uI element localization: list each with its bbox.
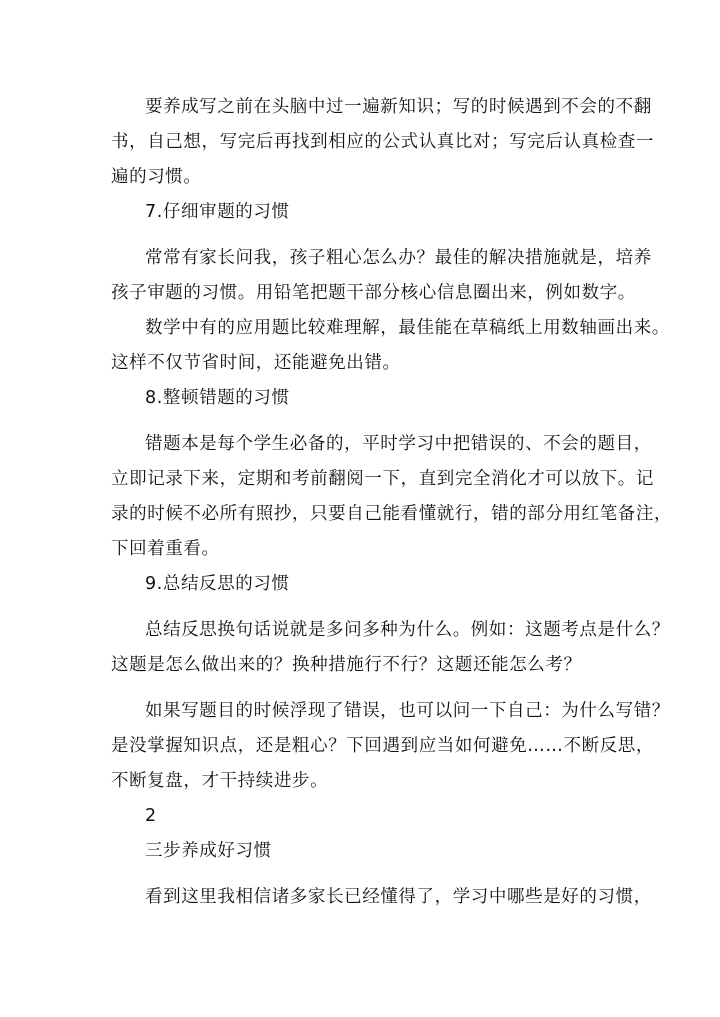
paragraph-line: 如果写题目的时候浮现了错误，也可以问一下自己：为什么写错？ — [145, 701, 670, 721]
paragraph-line: 错题本是每个学生必备的，平时学习中把错误的、不会的题目， — [145, 434, 652, 454]
paragraph-line: 这样不仅节省时间，还能避免出错。 — [111, 353, 401, 373]
paragraph-line: 书，自己想，写完后再找到相应的公式认真比对；写完后认真检查一 — [111, 132, 654, 152]
section-number: 2 — [145, 806, 157, 826]
paragraph-line: 录的时候不必所有照抄，只要自己能看懂就行，错的部分用红笔备注， — [111, 504, 673, 524]
paragraph-line: 常常有家长问我，孩子粗心怎么办？最佳的解决措施就是，培养 — [145, 248, 652, 268]
paragraph-line: 数学中有的应用题比较难理解，最佳能在草稿纸上用数轴画出来。 — [145, 318, 670, 338]
paragraph-line: 总结反思换句话说就是多问多种为什么。例如：这题考点是什么？ — [145, 620, 670, 640]
paragraph-line: 立即记录下来，定期和考前翻阅一下，直到完全消化才可以放下。记 — [111, 469, 654, 489]
paragraph-line: 下回着重看。 — [111, 539, 220, 559]
paragraph-line: 是没掌握知识点，还是粗心？下回遇到应当如何避免……不断反思， — [111, 736, 654, 756]
paragraph-line: 遍的习惯。 — [111, 167, 202, 187]
paragraph-line: 这题是怎么做出来的？换种措施行不行？这题还能怎么考？ — [111, 655, 582, 675]
section-heading: 9.总结反思的习惯 — [145, 574, 290, 594]
section-heading: 7.仔细审题的习惯 — [145, 202, 290, 222]
paragraph-line: 不断复盘，才干持续进步。 — [111, 771, 329, 791]
section-heading: 8.整顿错题的习惯 — [145, 388, 290, 408]
paragraph-line: 孩子审题的习惯。用铅笔把题干部分核心信息圈出来，例如数字。 — [111, 283, 636, 303]
paragraph-line: 看到这里我相信诸多家长已经懂得了，学习中哪些是好的习惯， — [145, 887, 652, 907]
paragraph-line: 要养成写之前在头脑中过一遍新知识；写的时候遇到不会的不翻 — [145, 97, 652, 117]
section-heading: 三步养成好习惯 — [145, 841, 272, 861]
